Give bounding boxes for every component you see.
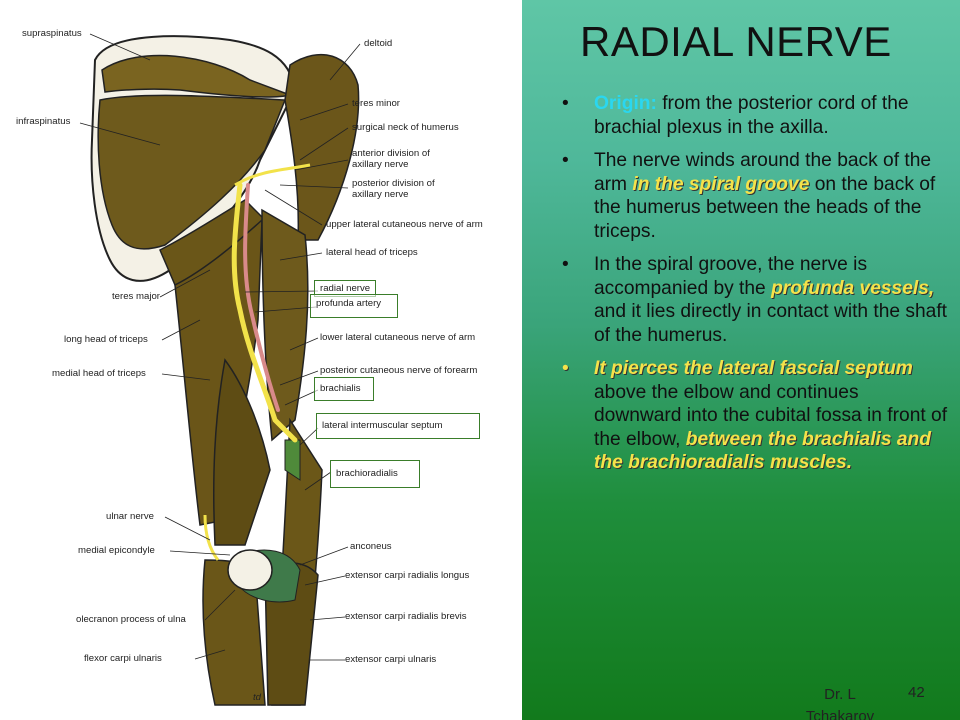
label-long-head-triceps: long head of triceps (64, 334, 148, 345)
bullet-dot: • (562, 150, 569, 171)
label-lower-lateral-cutaneous: lower lateral cutaneous nerve of arm (320, 332, 476, 343)
bullet-text-segment: Origin: (594, 93, 657, 114)
label-supraspinatus: supraspinatus (22, 28, 82, 39)
bullet-text-segment: In the spiral groove, the nerve is accompanied by the (594, 254, 868, 299)
illustrator-signature: td (253, 692, 262, 703)
bullet-item (558, 357, 950, 475)
bullet-dot: • (562, 93, 569, 114)
slide-title: RADIAL NERVE (580, 18, 892, 65)
bullet-list (558, 92, 950, 485)
label-ulnar-nerve: ulnar nerve (106, 511, 154, 522)
label-posterior-division: posterior division of axillary nerve (352, 178, 435, 200)
label-ecr-brevis: extensor carpi radialis brevis (345, 611, 467, 622)
olecranon (228, 550, 272, 590)
label-teres-minor: teres minor (352, 98, 400, 109)
label-ec-ulnaris: extensor carpi ulnaris (345, 654, 437, 665)
bullet-item (558, 253, 950, 347)
bullet-text-segment: The nerve winds around the back of the arm (594, 150, 932, 195)
boxed-label-brachioradialis: brachioradialis (330, 460, 420, 488)
page-number: 42 (908, 684, 925, 701)
footer-author: Dr. L Tchakarov (805, 686, 875, 720)
label-ecr-longus: extensor carpi radialis longus (345, 570, 470, 581)
label-teres-major: teres major (112, 291, 160, 302)
label-infraspinatus: infraspinatus (16, 116, 71, 127)
bullet-text-segment: on the back of the humerus between the heads of the triceps. (594, 173, 936, 242)
label-flexor-carpi-ulnaris: flexor carpi ulnaris (84, 653, 162, 664)
bullet-dot: • (562, 254, 569, 275)
bullet-item (558, 92, 950, 139)
bullet-text-segment: and it lies directly in contact with the shaft of the humerus. (594, 301, 948, 346)
label-medial-epicondyle: medial epicondyle (78, 545, 155, 556)
label-deltoid: deltoid (364, 38, 393, 49)
label-olecranon-process: olecranon process of ulna (76, 614, 186, 625)
bullet-text-segment: profunda vessels, (771, 277, 935, 299)
boxed-label-brachialis: brachialis (314, 377, 374, 401)
text-panel (522, 0, 960, 720)
bullet-text-segment: from the posterior cord of the brachial plexus in the axilla. (594, 93, 909, 138)
bullet-text-segment: in the spiral groove (632, 173, 810, 195)
boxed-label-radial-nerve: radial nerve (314, 280, 376, 297)
label-upper-lateral-cutaneous: upper lateral cutaneous nerve of arm (326, 219, 483, 230)
label-posterior-cutaneous-forearm: posterior cutaneous nerve of forearm (320, 365, 478, 376)
label-surgical-neck: surgical neck of humerus (352, 122, 459, 133)
boxed-label-profunda-artery: profunda artery (310, 294, 398, 318)
bullet-text-segment: above the elbow and continues downward into the cubital fossa in front of the elbow, (594, 381, 948, 450)
bullet-text-segment: between the brachialis and the brachioradialis muscles. (594, 428, 931, 473)
boxed-label-lateral-intermuscular-septum: lateral intermuscular septum (316, 413, 480, 439)
label-anconeus: anconeus (350, 541, 392, 552)
label-anterior-division: anterior division of axillary nerve (352, 148, 430, 170)
label-lateral-head-triceps: lateral head of triceps (326, 247, 418, 258)
deltoid-muscle (285, 55, 359, 240)
bullet-dot: • (562, 358, 569, 379)
bullet-item (558, 149, 950, 243)
label-medial-head-triceps: medial head of triceps (52, 368, 146, 379)
bullet-text-segment: It pierces the lateral fascial septum (594, 358, 913, 379)
